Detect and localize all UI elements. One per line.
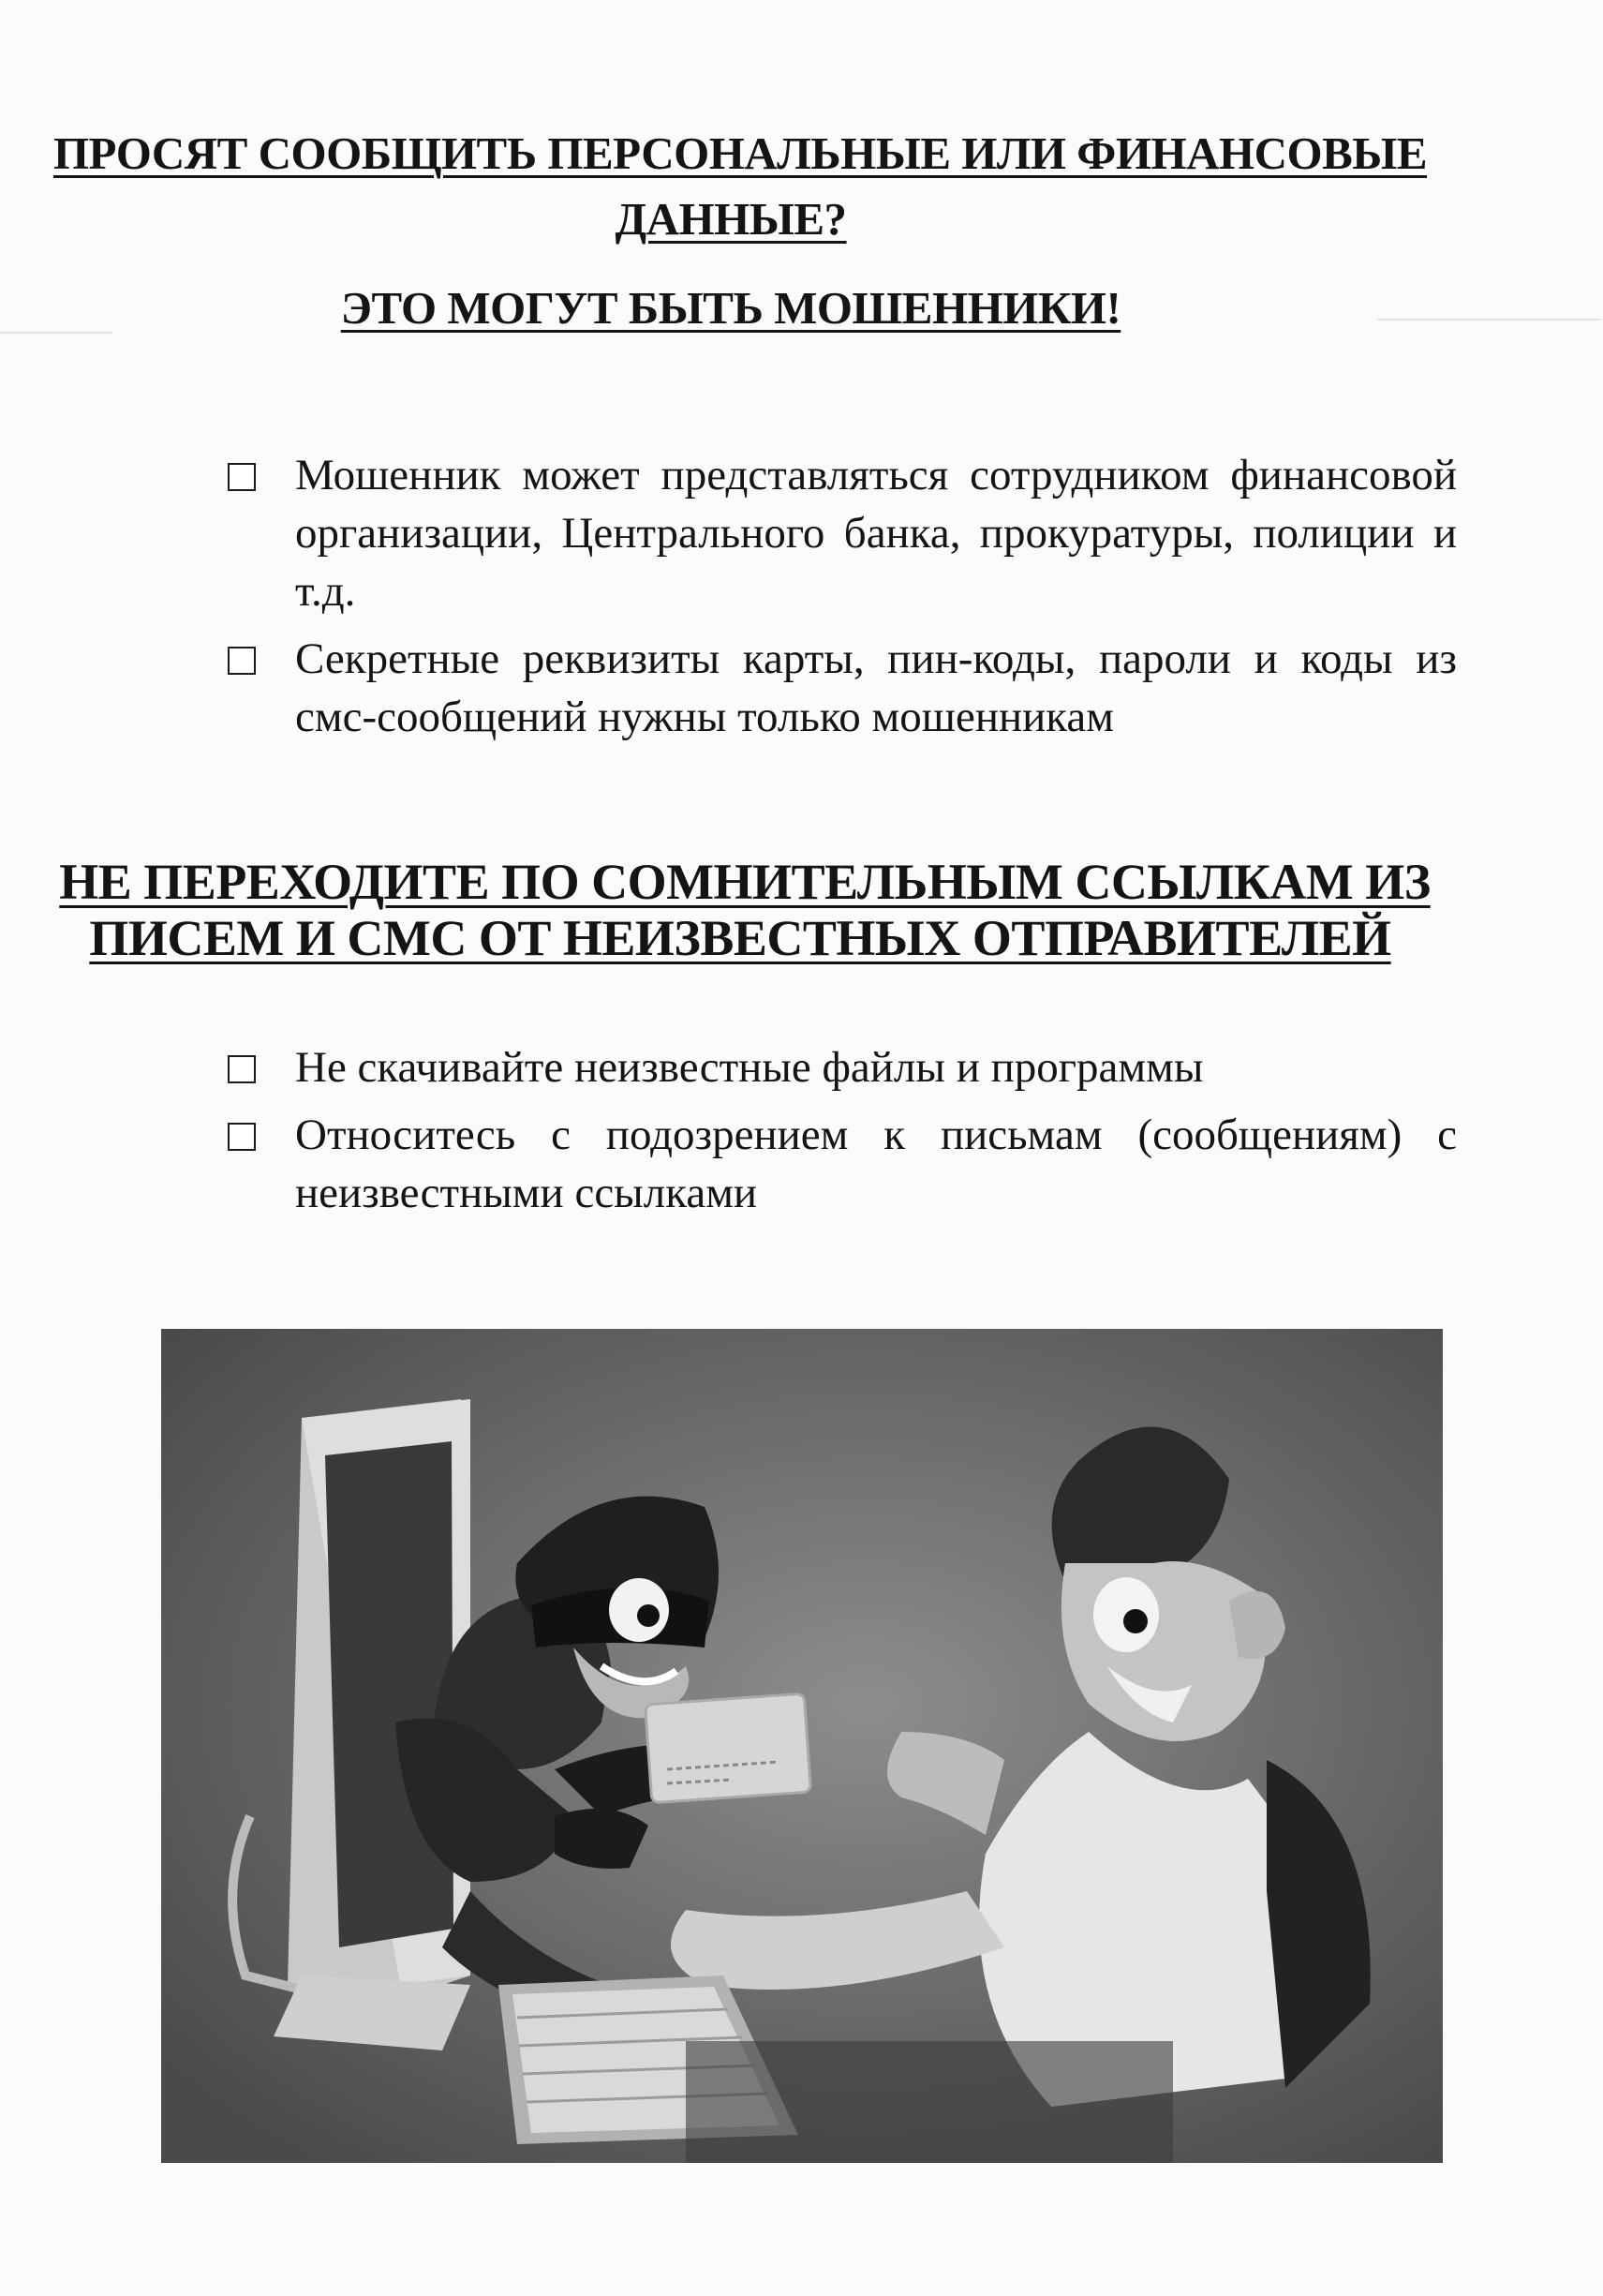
section2-heading: НЕ ПЕРЕХОДИТЕ ПО СОМНИТЕЛЬНЫМ ССЫЛКАМ ИЗ [59, 854, 1431, 910]
checkbox-icon [228, 647, 256, 675]
list-item [220, 1038, 1457, 1096]
list-item-text: Мошенник может представляться сотрудником финансовой организации, Центрального банка, прокуратуры, полиции и т.д. [295, 451, 1457, 616]
list-item-text: Относитесь с подозрением к письмам (сообщениям) с неизвестными ссылками [295, 1111, 1457, 1217]
credit-card-icon [646, 1693, 811, 1803]
checkbox-icon [228, 1123, 256, 1151]
list-item-text: Секретные реквизиты карты, пин-коды, пароли и коды из смс-сообщений нужны только мошенникам [295, 634, 1457, 741]
section1-heading: ПРОСЯТ СООБЩИТЬ ПЕРСОНАЛЬНЫЕ ИЛИ ФИНАНСОВЫЕ [52, 127, 1428, 179]
checkbox-icon [228, 463, 256, 491]
section1-list [220, 446, 1457, 746]
fraud-illustration [161, 1329, 1443, 2163]
section1-heading-cont: ДАННЫЕ? [615, 193, 847, 245]
fraud-illustration-svg [161, 1329, 1443, 2163]
section2-list [220, 1038, 1457, 1222]
list-item [220, 630, 1457, 746]
list-item [220, 1106, 1457, 1222]
list-item [220, 446, 1457, 620]
list-item-text: Не скачивайте неизвестные файлы и программы [295, 1043, 1204, 1092]
warning-subheading: ЭТО МОГУТ БЫТЬ МОШЕННИКИ! [340, 282, 1121, 334]
checkbox-icon [228, 1055, 256, 1083]
section2-heading-cont: ПИСЕМ И СМС ОТ НЕИЗВЕСТНЫХ ОТПРАВИТЕЛЕЙ [89, 910, 1391, 966]
